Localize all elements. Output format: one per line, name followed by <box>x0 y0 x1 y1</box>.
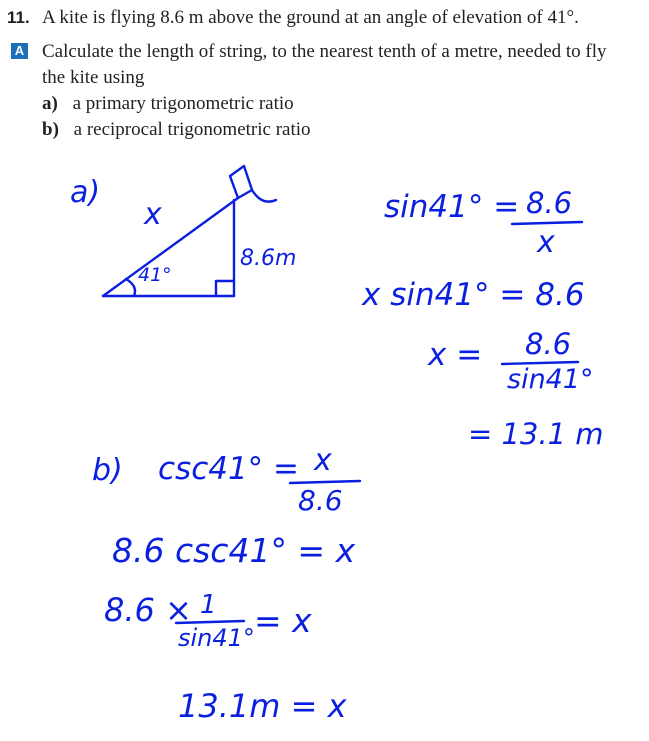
question-line-3: the kite using <box>42 67 145 88</box>
hw-b1-den: 8.6 <box>298 484 343 517</box>
hw-part-a-label: a) <box>70 175 101 210</box>
hw-a1-den: x <box>537 225 555 260</box>
hw-a1-num: 8.6 <box>526 186 573 220</box>
part-a-label: a) <box>42 93 58 114</box>
hw-angle-label: 41° <box>138 264 172 286</box>
hw-b3-num: 1 <box>200 590 217 620</box>
kite-drawing <box>230 166 276 202</box>
hw-a3-den: sin41° <box>507 364 594 395</box>
part-b-text: a reciprocal trigonometric ratio <box>73 119 311 140</box>
question-line-2: Calculate the length of string, to the nearest tenth of a metre, needed to fly <box>42 41 607 62</box>
hw-b2: 8.6 csc41° = x <box>112 531 356 570</box>
question-stem: A kite is flying 8.6 m above the ground at an angle of elevation of 41°. <box>42 7 579 28</box>
part-b-label: b) <box>42 119 59 140</box>
question-number: 11. <box>7 8 30 27</box>
hw-height-label: 8.6m <box>240 246 297 271</box>
b1-fraction-bar <box>290 481 360 483</box>
hw-b3-right: = x <box>254 601 312 640</box>
part-a-text: a primary trigonometric ratio <box>72 93 294 114</box>
hw-a1-left: sin41° = <box>384 189 520 225</box>
hw-a3-left: x = <box>428 337 483 373</box>
a1-fraction-bar <box>512 222 582 224</box>
angle-arc <box>126 279 135 296</box>
hw-a2: x sin41° = 8.6 <box>362 277 585 313</box>
hw-hyp-label: x <box>144 197 162 232</box>
hw-a3-num: 8.6 <box>525 327 572 361</box>
level-badge: A <box>11 43 28 59</box>
hw-b1-num: x <box>314 443 332 478</box>
hw-b1-left: csc41° = <box>158 451 300 487</box>
hw-b3-left: 8.6 × <box>104 591 192 629</box>
hw-b3-den: sin41° <box>178 624 255 652</box>
right-angle-mark <box>216 281 234 296</box>
hw-a4: = 13.1 m <box>468 417 604 451</box>
hw-part-b-label: b) <box>92 453 123 488</box>
hw-b4: 13.1m = x <box>178 687 347 725</box>
